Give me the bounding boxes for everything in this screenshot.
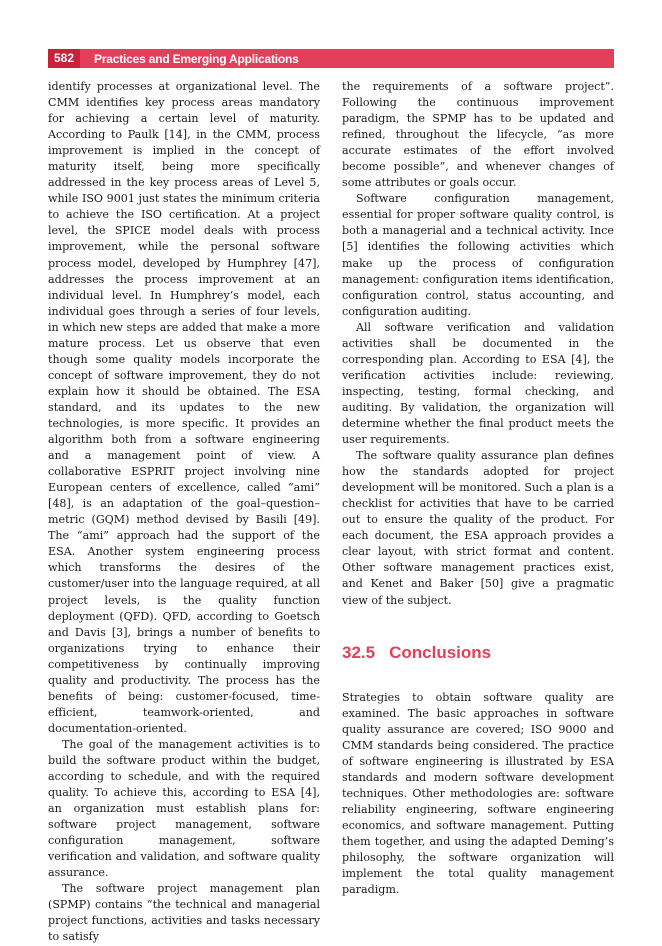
running-header: [48, 49, 614, 68]
paragraph: The software project management plan (SPMP) contains “the technical and managerial project functions, activities and tasks necessary to satisfy: [48, 882, 320, 944]
left-column: [48, 79, 320, 946]
paragraph: Software configuration management, essential for proper software quality control, is both a managerial and a technical activity. Ince [5] identifies the following activities which make up the process of configuration management: configuration items identification, configuration control, status accounting, and configuration auditing.: [342, 192, 614, 318]
section-heading: [342, 643, 614, 663]
page-number: 582: [48, 49, 80, 68]
running-title: Practices and Emerging Applications: [94, 51, 299, 66]
paragraph: the requirements of a software project”. Following the continuous improvement paradigm, the SPMP has to be updated and refined, throughout the lifecycle, “as more accurate estimates of the effort involved become possible”, and whenever changes of some attributes or goals occur.: [342, 80, 614, 190]
paragraph: The goal of the management activities is to build the software product within the budget, according to schedule, and with the required quality. To achieve this, according to ESA [4], an organization must establish plans for: software project management, software configuration management, software verification and validation, and software quality assurance.: [48, 737, 320, 880]
section-number: 32.5: [342, 642, 376, 662]
paragraph: The software quality assurance plan defines how the standards adopted for project development will be monitored. Such a plan is a checklist for activities that have to be carried out to ensure the quality of the product. For each document, the ESA approach provides a clear layout, with strict format and content. Other software management practices exist, and Kenet and Baker [50] give a pragmatic view of the subject.: [342, 449, 614, 607]
paragraph: All software verification and validation activities shall be documented in the corresponding plan. According to ESA [4], the verification activities include: reviewing, inspecting, testing, formal checking, and auditing. By validation, the organization will determine whether the final product meets the user requirements.: [342, 320, 614, 447]
right-column: [342, 79, 614, 898]
paragraph: identify processes at organizational level. The CMM identifies key process areas mandatory for achieving a certain level of maturity. According to Paulk [14], in the CMM, process improvement is implied in the concept of maturity itself, being more specifically addressed in the key process areas of Level 5, while ISO 9001 just states the minimum criteria to achieve the ISO certification. At a project level, the SPICE model deals with process improvement, while the personal software process model, developed by Humphrey [47], addresses the process improvement at an individual level. In Humphrey’s model, each individual goes through a series of four levels, in which new steps are added that make a more mature process. Let us observe that even though some quality models incorporate the concept of software improvement, they do not explain how it should be obtained. The ESA standard, and its updates to the new technologies, is more specific. It provides an algorithm both from a software engineering and a management point of view. A collaborative ESPRIT project involving nine European centers of excellence, called “ami” [48], is an adaptation of the goal–question–metric (GQM) method devised by Basili [49]. The “ami” approach had the support of the ESA. Another system engineering process which transforms the desires of the customer/user into the language required, at all project levels, is the quality function deployment (QFD). QFD, according to Goetsch and Davis [3], brings a number of benefits to organizations trying to enhance their competitiveness by continually improving quality and productivity. The process has the benefits of being: customer-focused, time-efficient, teamwork-oriented, and documentation-oriented.: [48, 80, 320, 735]
conclusions-paragraph: Strategies to obtain software quality are examined. The basic approaches in software quality assurance are covered; ISO 9000 and CMM standards being considered. The practice of software engineering is illustrated by ESA standards and modern software development techniques. Other methodologies are: software reliability engineering, software engineering economics, and software management. Putting them together, and using the adapted Deming’s philosophy, the software organization will implement the total quality management paradigm.: [342, 690, 614, 897]
section-title: Conclusions: [389, 642, 492, 662]
